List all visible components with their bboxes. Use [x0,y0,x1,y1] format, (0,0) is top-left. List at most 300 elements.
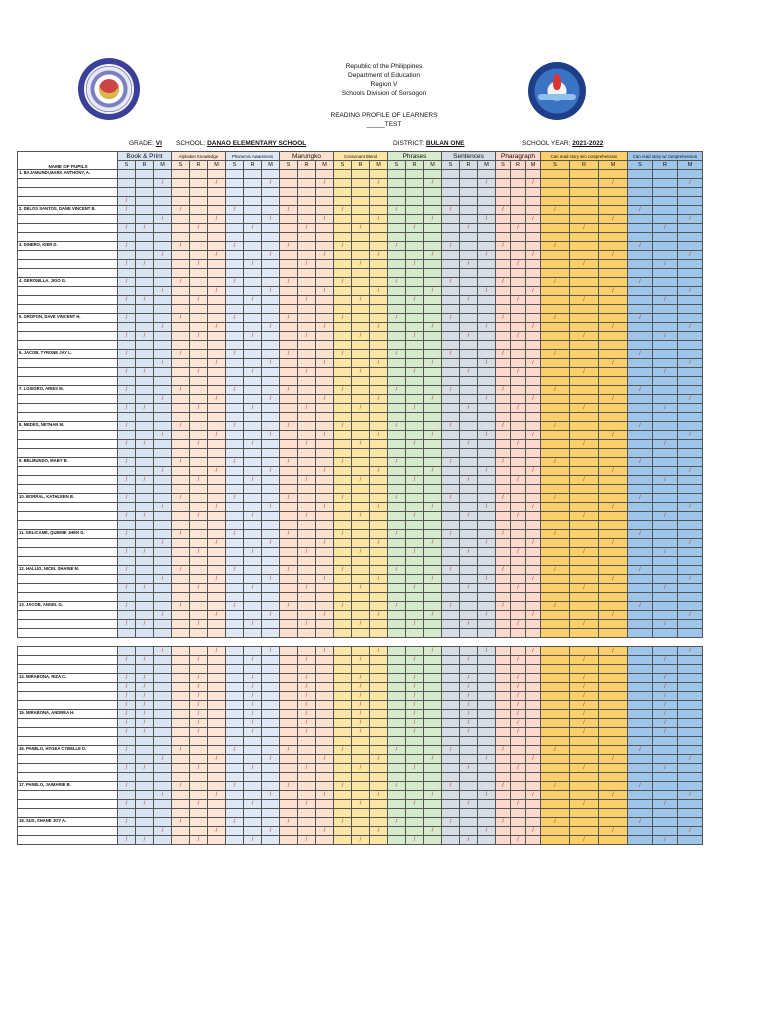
mark-cell[interactable] [526,809,541,818]
mark-cell[interactable] [599,584,628,593]
mark-cell[interactable] [316,485,334,494]
mark-cell[interactable] [496,332,511,341]
mark-cell[interactable] [136,305,154,314]
mark-cell[interactable] [442,386,460,395]
mark-cell[interactable] [334,737,352,746]
mark-cell[interactable] [118,395,136,404]
mark-cell[interactable] [570,602,599,611]
mark-cell[interactable] [154,683,172,692]
mark-cell[interactable] [570,593,599,602]
mark-cell[interactable] [172,719,190,728]
mark-cell[interactable] [478,512,496,521]
mark-cell[interactable] [280,647,298,656]
mark-cell[interactable] [442,521,460,530]
mark-cell[interactable] [226,584,244,593]
mark-cell[interactable] [570,692,599,701]
mark-cell[interactable] [280,431,298,440]
mark-cell[interactable] [496,692,511,701]
mark-cell[interactable] [154,674,172,683]
mark-cell[interactable] [496,665,511,674]
mark-cell[interactable] [136,566,154,575]
mark-cell[interactable] [262,350,280,359]
mark-cell[interactable] [406,764,424,773]
mark-cell[interactable] [154,332,172,341]
mark-cell[interactable] [496,557,511,566]
mark-cell[interactable] [298,179,316,188]
mark-cell[interactable] [334,521,352,530]
mark-cell[interactable] [118,836,136,845]
mark-cell[interactable] [478,746,496,755]
mark-cell[interactable] [599,557,628,566]
mark-cell[interactable] [526,575,541,584]
mark-cell[interactable] [424,827,442,836]
mark-cell[interactable] [599,251,628,260]
mark-cell[interactable] [570,764,599,773]
mark-cell[interactable] [352,557,370,566]
mark-cell[interactable] [172,476,190,485]
mark-cell[interactable] [653,503,678,512]
mark-cell[interactable] [526,224,541,233]
mark-cell[interactable] [352,566,370,575]
mark-cell[interactable] [442,395,460,404]
mark-cell[interactable] [460,809,478,818]
mark-cell[interactable] [541,368,570,377]
mark-cell[interactable] [280,458,298,467]
mark-cell[interactable] [226,620,244,629]
mark-cell[interactable] [653,566,678,575]
mark-cell[interactable] [460,800,478,809]
mark-cell[interactable] [406,395,424,404]
mark-cell[interactable] [442,737,460,746]
mark-cell[interactable] [172,656,190,665]
mark-cell[interactable] [541,206,570,215]
mark-cell[interactable] [172,296,190,305]
mark-cell[interactable] [280,827,298,836]
mark-cell[interactable] [406,755,424,764]
mark-cell[interactable] [208,746,226,755]
mark-cell[interactable] [118,665,136,674]
mark-cell[interactable] [172,323,190,332]
mark-cell[interactable] [424,260,442,269]
mark-cell[interactable] [118,476,136,485]
mark-cell[interactable] [172,386,190,395]
mark-cell[interactable] [316,782,334,791]
mark-cell[interactable] [316,683,334,692]
mark-cell[interactable] [599,755,628,764]
mark-cell[interactable] [570,305,599,314]
mark-cell[interactable] [653,377,678,386]
mark-cell[interactable] [526,476,541,485]
mark-cell[interactable] [541,485,570,494]
mark-cell[interactable] [570,233,599,242]
mark-cell[interactable] [406,485,424,494]
mark-cell[interactable] [154,656,172,665]
mark-cell[interactable] [541,539,570,548]
mark-cell[interactable] [511,341,526,350]
mark-cell[interactable] [478,728,496,737]
mark-cell[interactable] [406,332,424,341]
mark-cell[interactable] [526,341,541,350]
mark-cell[interactable] [460,305,478,314]
mark-cell[interactable] [352,359,370,368]
mark-cell[interactable] [136,512,154,521]
mark-cell[interactable] [388,539,406,548]
mark-cell[interactable] [280,674,298,683]
mark-cell[interactable] [511,674,526,683]
mark-cell[interactable] [172,566,190,575]
mark-cell[interactable] [460,188,478,197]
mark-cell[interactable] [460,476,478,485]
mark-cell[interactable] [370,836,388,845]
mark-cell[interactable] [653,620,678,629]
mark-cell[interactable] [190,584,208,593]
mark-cell[interactable] [478,692,496,701]
mark-cell[interactable] [599,269,628,278]
mark-cell[interactable] [388,413,406,422]
mark-cell[interactable] [388,386,406,395]
mark-cell[interactable] [511,224,526,233]
mark-cell[interactable] [442,341,460,350]
mark-cell[interactable] [570,728,599,737]
mark-cell[interactable] [244,458,262,467]
mark-cell[interactable] [526,530,541,539]
mark-cell[interactable] [226,305,244,314]
mark-cell[interactable] [511,611,526,620]
mark-cell[interactable] [460,530,478,539]
mark-cell[interactable] [136,296,154,305]
mark-cell[interactable] [190,341,208,350]
mark-cell[interactable] [136,683,154,692]
mark-cell[interactable] [406,584,424,593]
mark-cell[interactable] [334,674,352,683]
mark-cell[interactable] [118,755,136,764]
mark-cell[interactable] [406,458,424,467]
mark-cell[interactable] [316,836,334,845]
mark-cell[interactable] [316,386,334,395]
mark-cell[interactable] [599,593,628,602]
mark-cell[interactable] [172,269,190,278]
mark-cell[interactable] [526,539,541,548]
mark-cell[interactable] [352,233,370,242]
mark-cell[interactable] [496,440,511,449]
mark-cell[interactable] [136,287,154,296]
mark-cell[interactable] [370,368,388,377]
mark-cell[interactable] [599,746,628,755]
mark-cell[interactable] [628,368,653,377]
mark-cell[interactable] [208,224,226,233]
mark-cell[interactable] [370,449,388,458]
mark-cell[interactable] [478,242,496,251]
mark-cell[interactable] [511,602,526,611]
mark-cell[interactable] [154,314,172,323]
mark-cell[interactable] [526,737,541,746]
mark-cell[interactable] [678,701,703,710]
mark-cell[interactable] [262,701,280,710]
mark-cell[interactable] [678,269,703,278]
mark-cell[interactable] [478,629,496,638]
mark-cell[interactable] [208,782,226,791]
mark-cell[interactable] [280,764,298,773]
mark-cell[interactable] [678,746,703,755]
mark-cell[interactable] [388,836,406,845]
mark-cell[interactable] [280,593,298,602]
mark-cell[interactable] [190,215,208,224]
mark-cell[interactable] [370,674,388,683]
mark-cell[interactable] [118,827,136,836]
mark-cell[interactable] [298,629,316,638]
mark-cell[interactable] [334,836,352,845]
mark-cell[interactable] [478,170,496,179]
mark-cell[interactable] [190,836,208,845]
mark-cell[interactable] [172,251,190,260]
mark-cell[interactable] [136,260,154,269]
mark-cell[interactable] [424,350,442,359]
mark-cell[interactable] [478,440,496,449]
mark-cell[interactable] [678,278,703,287]
mark-cell[interactable] [628,683,653,692]
mark-cell[interactable] [280,485,298,494]
mark-cell[interactable] [478,647,496,656]
mark-cell[interactable] [118,233,136,242]
mark-cell[interactable] [388,728,406,737]
mark-cell[interactable] [298,485,316,494]
mark-cell[interactable] [526,512,541,521]
mark-cell[interactable] [226,665,244,674]
mark-cell[interactable] [628,674,653,683]
mark-cell[interactable] [154,206,172,215]
mark-cell[interactable] [370,620,388,629]
mark-cell[interactable] [406,548,424,557]
mark-cell[interactable] [316,728,334,737]
mark-cell[interactable] [460,620,478,629]
mark-cell[interactable] [280,215,298,224]
mark-cell[interactable] [406,224,424,233]
mark-cell[interactable] [424,422,442,431]
mark-cell[interactable] [136,674,154,683]
mark-cell[interactable] [118,521,136,530]
mark-cell[interactable] [136,656,154,665]
mark-cell[interactable] [316,791,334,800]
mark-cell[interactable] [208,368,226,377]
mark-cell[interactable] [388,458,406,467]
mark-cell[interactable] [424,647,442,656]
mark-cell[interactable] [262,782,280,791]
mark-cell[interactable] [442,494,460,503]
mark-cell[interactable] [442,476,460,485]
mark-cell[interactable] [370,188,388,197]
mark-cell[interactable] [678,665,703,674]
mark-cell[interactable] [262,809,280,818]
mark-cell[interactable] [599,206,628,215]
mark-cell[interactable] [424,341,442,350]
mark-cell[interactable] [424,287,442,296]
mark-cell[interactable] [496,296,511,305]
mark-cell[interactable] [226,251,244,260]
mark-cell[interactable] [526,269,541,278]
mark-cell[interactable] [316,620,334,629]
mark-cell[interactable] [352,521,370,530]
mark-cell[interactable] [172,809,190,818]
mark-cell[interactable] [460,665,478,674]
mark-cell[interactable] [118,719,136,728]
mark-cell[interactable] [262,269,280,278]
mark-cell[interactable] [172,485,190,494]
mark-cell[interactable] [511,467,526,476]
mark-cell[interactable] [352,701,370,710]
mark-cell[interactable] [628,593,653,602]
mark-cell[interactable] [460,746,478,755]
mark-cell[interactable] [118,422,136,431]
mark-cell[interactable] [262,575,280,584]
mark-cell[interactable] [154,782,172,791]
mark-cell[interactable] [388,251,406,260]
mark-cell[interactable] [262,188,280,197]
mark-cell[interactable] [628,539,653,548]
mark-cell[interactable] [628,557,653,566]
mark-cell[interactable] [678,314,703,323]
mark-cell[interactable] [298,260,316,269]
mark-cell[interactable] [442,557,460,566]
mark-cell[interactable] [370,485,388,494]
mark-cell[interactable] [208,656,226,665]
mark-cell[interactable] [190,323,208,332]
mark-cell[interactable] [244,530,262,539]
mark-cell[interactable] [653,440,678,449]
mark-cell[interactable] [334,287,352,296]
mark-cell[interactable] [496,836,511,845]
mark-cell[interactable] [496,620,511,629]
mark-cell[interactable] [262,647,280,656]
mark-cell[interactable] [496,485,511,494]
mark-cell[interactable] [478,809,496,818]
mark-cell[interactable] [136,809,154,818]
mark-cell[interactable] [118,602,136,611]
mark-cell[interactable] [511,710,526,719]
mark-cell[interactable] [262,719,280,728]
mark-cell[interactable] [424,683,442,692]
mark-cell[interactable] [352,800,370,809]
mark-cell[interactable] [226,476,244,485]
mark-cell[interactable] [190,629,208,638]
mark-cell[interactable] [478,800,496,809]
mark-cell[interactable] [388,665,406,674]
mark-cell[interactable] [628,701,653,710]
mark-cell[interactable] [370,584,388,593]
mark-cell[interactable] [653,368,678,377]
mark-cell[interactable] [442,269,460,278]
mark-cell[interactable] [208,449,226,458]
mark-cell[interactable] [190,458,208,467]
mark-cell[interactable] [388,755,406,764]
mark-cell[interactable] [118,692,136,701]
mark-cell[interactable] [570,746,599,755]
mark-cell[interactable] [316,440,334,449]
mark-cell[interactable] [478,575,496,584]
mark-cell[interactable] [496,521,511,530]
mark-cell[interactable] [570,494,599,503]
mark-cell[interactable] [136,242,154,251]
mark-cell[interactable] [352,548,370,557]
mark-cell[interactable] [678,224,703,233]
mark-cell[interactable] [280,683,298,692]
mark-cell[interactable] [334,530,352,539]
mark-cell[interactable] [154,539,172,548]
mark-cell[interactable] [511,755,526,764]
mark-cell[interactable] [154,818,172,827]
mark-cell[interactable] [244,791,262,800]
mark-cell[interactable] [190,350,208,359]
mark-cell[interactable] [136,377,154,386]
mark-cell[interactable] [190,359,208,368]
mark-cell[interactable] [570,224,599,233]
mark-cell[interactable] [442,530,460,539]
mark-cell[interactable] [172,530,190,539]
mark-cell[interactable] [424,629,442,638]
mark-cell[interactable] [352,170,370,179]
mark-cell[interactable] [541,242,570,251]
mark-cell[interactable] [262,755,280,764]
mark-cell[interactable] [172,575,190,584]
mark-cell[interactable] [628,773,653,782]
mark-cell[interactable] [208,764,226,773]
mark-cell[interactable] [424,773,442,782]
mark-cell[interactable] [316,656,334,665]
mark-cell[interactable] [226,575,244,584]
mark-cell[interactable] [460,215,478,224]
mark-cell[interactable] [424,224,442,233]
mark-cell[interactable] [352,476,370,485]
mark-cell[interactable] [154,386,172,395]
mark-cell[interactable] [478,602,496,611]
mark-cell[interactable] [244,521,262,530]
mark-cell[interactable] [334,467,352,476]
mark-cell[interactable] [526,611,541,620]
mark-cell[interactable] [628,620,653,629]
mark-cell[interactable] [599,521,628,530]
mark-cell[interactable] [118,566,136,575]
mark-cell[interactable] [678,368,703,377]
mark-cell[interactable] [262,629,280,638]
mark-cell[interactable] [388,305,406,314]
mark-cell[interactable] [388,422,406,431]
mark-cell[interactable] [118,287,136,296]
mark-cell[interactable] [526,791,541,800]
mark-cell[interactable] [172,755,190,764]
mark-cell[interactable] [154,224,172,233]
mark-cell[interactable] [511,746,526,755]
mark-cell[interactable] [118,179,136,188]
mark-cell[interactable] [406,620,424,629]
mark-cell[interactable] [678,539,703,548]
mark-cell[interactable] [244,242,262,251]
mark-cell[interactable] [526,503,541,512]
mark-cell[interactable] [118,494,136,503]
mark-cell[interactable] [244,467,262,476]
mark-cell[interactable] [570,251,599,260]
mark-cell[interactable] [298,800,316,809]
mark-cell[interactable] [316,332,334,341]
mark-cell[interactable] [172,206,190,215]
mark-cell[interactable] [244,620,262,629]
mark-cell[interactable] [496,647,511,656]
mark-cell[interactable] [570,395,599,404]
mark-cell[interactable] [541,548,570,557]
mark-cell[interactable] [190,710,208,719]
mark-cell[interactable] [226,683,244,692]
mark-cell[interactable] [406,530,424,539]
mark-cell[interactable] [653,818,678,827]
mark-cell[interactable] [172,179,190,188]
